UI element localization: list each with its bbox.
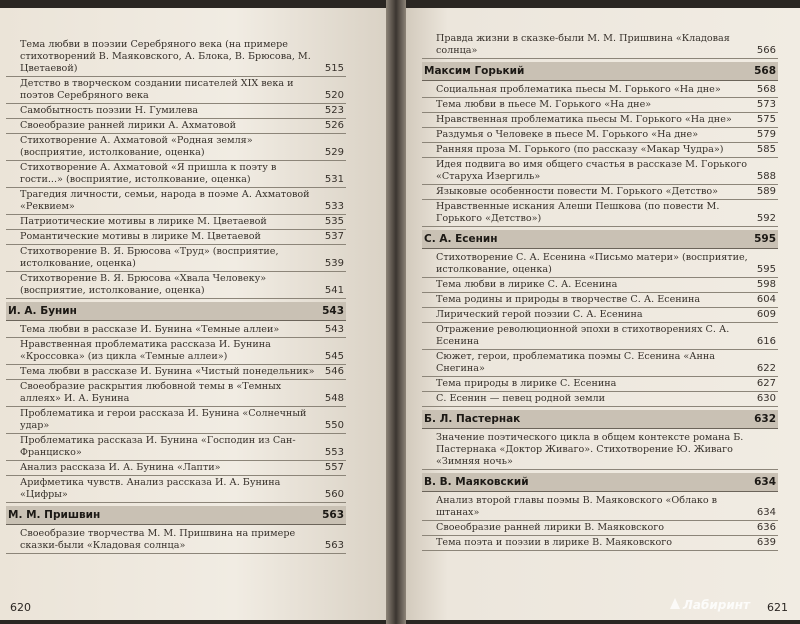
toc-entry-page: 604 [756, 294, 776, 305]
toc-entry-title: Романтические мотивы в лирике М. Цветаевой [20, 231, 261, 242]
page-number: 620 [10, 601, 31, 614]
toc-entry [6, 161, 346, 188]
toc-entry [6, 245, 346, 272]
toc-entry-title: Стихотворение С. А. Есенина «Письмо матери» (восприятие, истолкование, оценка) [436, 252, 748, 275]
toc-entry-title: Проблематика и герои рассказа И. Бунина «Солнечный удар» [20, 408, 307, 431]
toc-entry [6, 461, 346, 476]
toc-entry-title: Тема родины и природы в творчестве С. А. Есенина [436, 294, 701, 305]
toc-entry [6, 380, 346, 407]
toc-entry-title: Отражение революционной эпохи в стихотворениях С. А. Есенина [436, 324, 730, 347]
section-heading-esenin [422, 230, 778, 249]
toc-entry [6, 134, 346, 161]
toc-entry [422, 521, 778, 536]
toc-entry-page: 546 [324, 366, 344, 377]
toc-entry [422, 278, 778, 293]
watermark [669, 597, 750, 612]
watermark-text: Лабиринт [682, 598, 750, 612]
toc-entry-page: 560 [324, 489, 344, 500]
toc-entry [6, 215, 346, 230]
toc-group [6, 527, 346, 554]
toc-entry-title: Нравственные искания Алеши Пешкова (по повести М. Горького «Детство») [436, 201, 720, 224]
toc-entry-page: 592 [756, 213, 776, 224]
toc-entry-page: 585 [756, 144, 776, 155]
toc-entry [6, 104, 346, 119]
section-title: В. В. Маяковский [424, 476, 529, 488]
page-number: 621 [767, 601, 788, 614]
toc-entry [422, 113, 778, 128]
toc-entry [422, 200, 778, 227]
toc-entry-page: 541 [324, 285, 344, 296]
toc-entry-title: Своеобразие ранней лирики В. Маяковского [436, 522, 665, 533]
toc-entry-page: 573 [756, 99, 776, 110]
toc-entry [6, 38, 346, 77]
left-page [0, 8, 392, 620]
toc-column-left [6, 38, 346, 554]
toc-group [422, 83, 778, 227]
toc-group [422, 494, 778, 551]
toc-entry-page: 595 [756, 264, 776, 275]
toc-entry-title: Тема любви в пьесе М. Горького «На дне» [436, 99, 652, 110]
toc-entry [6, 323, 346, 338]
toc-entry-title: Тема любви в рассказе И. Бунина «Темные аллеи» [20, 324, 280, 335]
toc-entry-page: 639 [756, 537, 776, 548]
toc-entry-title: Тема любви в рассказе И. Бунина «Чистый понедельник» [20, 366, 315, 377]
toc-entry-page: 634 [756, 507, 776, 518]
toc-entry-title: Тема поэта и поэзии в лирике В. Маяковского [436, 537, 673, 548]
toc-entry-title: Своеобразие творчества М. М. Пришвина на примере сказки-были «Кладовая солнца» [20, 528, 296, 551]
toc-entry-title: Идея подвига во имя общего счастья в рассказе М. Горького «Старуха Изергиль» [436, 159, 748, 182]
right-page [400, 8, 800, 620]
section-page: 632 [754, 413, 776, 425]
toc-entry-title: Своеобразие раскрытия любовной темы в «Темных аллеях» И. А. Бунина [20, 381, 282, 404]
toc-entry [422, 323, 778, 350]
toc-entry-page: 588 [756, 171, 776, 182]
toc-entry-title: Языковые особенности повести М. Горького «Детство» [436, 186, 719, 197]
toc-entry-title: Своеобразие ранней лирики А. Ахматовой [20, 120, 237, 131]
toc-entry-title: Патриотические мотивы в лирике М. Цветаевой [20, 216, 267, 227]
section-title: М. М. Пришвин [8, 509, 101, 521]
toc-entry-title: Социальная проблематика пьесы М. Горького «На дне» [436, 84, 721, 95]
toc-entry [422, 128, 778, 143]
toc-entry-title: Стихотворение В. Я. Брюсова «Хвала Человеку» (восприятие, истолкование, оценка) [20, 273, 267, 296]
toc-entry [6, 407, 346, 434]
toc-entry [6, 272, 346, 299]
section-heading-pasternak [422, 410, 778, 429]
toc-entry [422, 431, 778, 470]
section-title: И. А. Бунин [8, 305, 77, 317]
section-page: 595 [754, 233, 776, 245]
toc-entry [422, 251, 778, 278]
section-title: С. А. Есенин [424, 233, 498, 245]
toc-entry-page: 553 [324, 447, 344, 458]
toc-entry-title: Проблематика рассказа И. Бунина «Господин из Сан-Франциско» [20, 435, 296, 458]
toc-entry [422, 536, 778, 551]
toc-entry-page: 545 [324, 351, 344, 362]
toc-entry [6, 476, 346, 503]
toc-entry [422, 83, 778, 98]
toc-entry-page: 520 [324, 90, 344, 101]
toc-entry-page: 622 [756, 363, 776, 374]
toc-entry [422, 98, 778, 113]
toc-entry-page: 537 [324, 231, 344, 242]
toc-entry [6, 188, 346, 215]
toc-entry [6, 119, 346, 134]
labyrinth-logo-icon [669, 597, 681, 611]
toc-entry-page: 636 [756, 522, 776, 533]
toc-entry-title: С. Есенин — певец родной земли [436, 393, 606, 404]
section-page: 568 [754, 65, 776, 77]
toc-entry [422, 293, 778, 308]
toc-entry [422, 32, 778, 59]
toc-entry-page: 523 [324, 105, 344, 116]
toc-group [422, 431, 778, 470]
toc-entry [6, 527, 346, 554]
toc-entry-title: Стихотворение В. Я. Брюсова «Труд» (восприятие, истолкование, оценка) [20, 246, 279, 269]
toc-entry-page: 550 [324, 420, 344, 431]
toc-entry-page: 589 [756, 186, 776, 197]
book-spine-gutter [386, 0, 406, 624]
toc-entry-title: Анализ рассказа И. А. Бунина «Лапти» [20, 462, 221, 473]
toc-entry-page: 529 [324, 147, 344, 158]
toc-entry-page: 515 [324, 63, 344, 74]
toc-entry-page: 535 [324, 216, 344, 227]
toc-entry-page: 566 [756, 45, 776, 56]
toc-entry-title: Лирический герой поэзии С. А. Есенина [436, 309, 643, 320]
toc-entry-page: 575 [756, 114, 776, 125]
toc-entry-title: Сюжет, герои, проблематика поэмы С. Есенина «Анна Снегина» [436, 351, 716, 374]
toc-entry-page: 548 [324, 393, 344, 404]
toc-entry-title: Тема любви в лирике С. А. Есенина [436, 279, 618, 290]
section-page: 563 [322, 509, 344, 521]
toc-entry-page: 616 [756, 336, 776, 347]
toc-entry [422, 350, 778, 377]
section-title: Б. Л. Пастернак [424, 413, 521, 425]
toc-entry [422, 308, 778, 323]
toc-entry-page: 531 [324, 174, 344, 185]
toc-group [6, 38, 346, 299]
toc-entry-title: Стихотворение А. Ахматовой «Я пришла к поэту в гости...» (восприятие, истолкование, оценка) [20, 162, 277, 185]
toc-entry [422, 377, 778, 392]
section-page: 634 [754, 476, 776, 488]
toc-entry [6, 338, 346, 365]
toc-entry-page: 630 [756, 393, 776, 404]
toc-entry [6, 365, 346, 380]
toc-group [422, 251, 778, 407]
toc-entry [6, 434, 346, 461]
toc-entry-title: Тема любви в поэзии Серебряного века (на примере стихотворений В. Маяковского, А. Блока, В. Брюсова, М. Цветаевой) [20, 39, 311, 74]
toc-entry-page: 526 [324, 120, 344, 131]
toc-column-right [422, 32, 778, 551]
toc-entry-page: 533 [324, 201, 344, 212]
toc-entry-page: 568 [756, 84, 776, 95]
toc-entry-title: Нравственная проблематика пьесы М. Горького «На дне» [436, 114, 732, 125]
toc-entry-title: Значение поэтического цикла в общем контексте романа Б. Пастернака «Доктор Живаго». Стихотворение Ю. Живаго «Зимняя ночь» [436, 432, 744, 467]
toc-entry-page: 543 [324, 324, 344, 335]
toc-entry-page: 598 [756, 279, 776, 290]
toc-entry-title: Ранняя проза М. Горького (по рассказу «Макар Чудра») [436, 144, 724, 155]
toc-entry-title: Арифметика чувств. Анализ рассказа И. А. Бунина «Цифры» [20, 477, 281, 500]
toc-entry-page: 627 [756, 378, 776, 389]
section-heading-bunin [6, 302, 346, 321]
toc-group [422, 32, 778, 59]
toc-entry-title: Анализ второй главы поэмы В. Маяковского «Облако в штанах» [436, 495, 718, 518]
toc-entry-title: Раздумья о Человеке в пьесе М. Горького «На дне» [436, 129, 699, 140]
section-title: Максим Горький [424, 65, 525, 77]
section-heading-prishvin [6, 506, 346, 525]
toc-entry [6, 230, 346, 245]
toc-entry [422, 494, 778, 521]
toc-entry [422, 158, 778, 185]
toc-entry-title: Детство в творческом создании писателей XIX века и поэтов Серебряного века [20, 78, 294, 101]
toc-entry-page: 609 [756, 309, 776, 320]
toc-entry [422, 185, 778, 200]
section-heading-gorky [422, 62, 778, 81]
toc-entry [422, 392, 778, 407]
section-page: 543 [322, 305, 344, 317]
toc-entry [422, 143, 778, 158]
toc-entry-title: Стихотворение А. Ахматовой «Родная земля» (восприятие, истолкование, оценка) [20, 135, 253, 158]
toc-entry [6, 77, 346, 104]
section-heading-mayakovsky [422, 473, 778, 492]
toc-entry-page: 539 [324, 258, 344, 269]
toc-entry-title: Правда жизни в сказке-были М. М. Пришвина «Кладовая солнца» [436, 33, 730, 56]
toc-entry-title: Самобытность поэзии Н. Гумилева [20, 105, 198, 116]
toc-entry-title: Нравственная проблематика рассказа И. Бунина «Кроссовка» (из цикла «Темные аллеи») [20, 339, 271, 362]
toc-group [6, 323, 346, 503]
toc-entry-title: Трагедия личности, семьи, народа в поэме А. Ахматовой «Реквием» [20, 189, 310, 212]
toc-entry-title: Тема природы в лирике С. Есенина [436, 378, 617, 389]
toc-entry-page: 557 [324, 462, 344, 473]
toc-entry-page: 579 [756, 129, 776, 140]
toc-entry-page: 563 [324, 540, 344, 551]
